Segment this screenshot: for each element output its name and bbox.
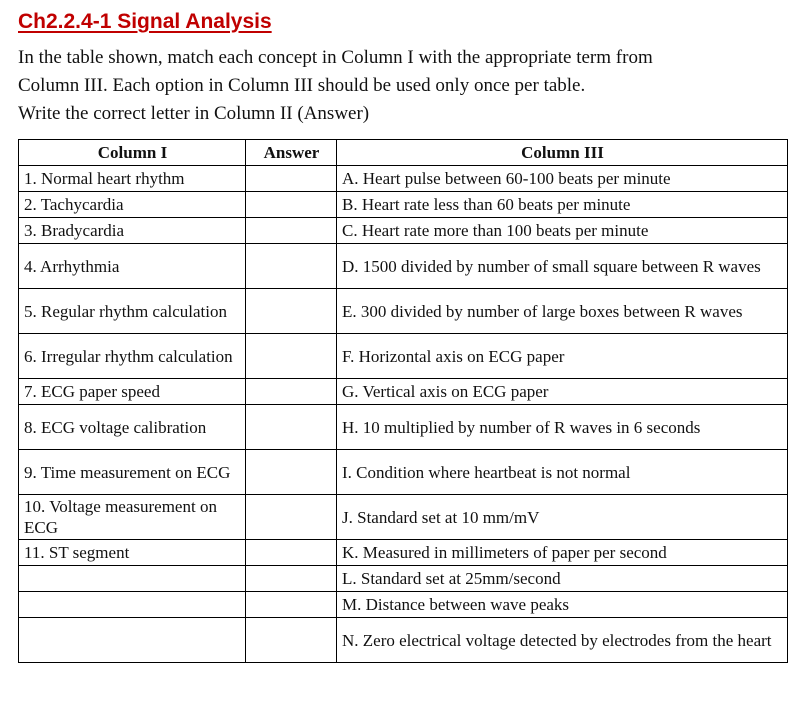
answer-cell[interactable] — [246, 289, 337, 334]
table-row — [19, 450, 788, 495]
instruction-line: Column III. Each option in Column III should be used only once per table. — [18, 75, 586, 96]
answer-cell[interactable] — [246, 379, 337, 405]
table-row — [19, 244, 788, 289]
answer-cell[interactable] — [246, 405, 337, 450]
term-cell: H. 10 multiplied by number of R waves in 6 seconds — [337, 405, 788, 450]
term-cell: K. Measured in millimeters of paper per second — [337, 540, 788, 566]
term-cell: L. Standard set at 25mm/second — [337, 566, 788, 592]
table-row — [19, 618, 788, 663]
answer-cell[interactable] — [246, 334, 337, 379]
concept-cell: 8. ECG voltage calibration — [19, 405, 246, 450]
concept-cell: 7. ECG paper speed — [19, 379, 246, 405]
table-row — [19, 566, 788, 592]
answer-cell[interactable] — [246, 618, 337, 663]
term-cell: F. Horizontal axis on ECG paper — [337, 334, 788, 379]
answer-cell[interactable] — [246, 218, 337, 244]
answer-cell[interactable] — [246, 566, 337, 592]
table-row — [19, 495, 788, 540]
table-row — [19, 592, 788, 618]
concept-cell: 5. Regular rhythm calculation — [19, 289, 246, 334]
matching-table — [18, 139, 788, 663]
term-cell: B. Heart rate less than 60 beats per minute — [337, 192, 788, 218]
table-row — [19, 218, 788, 244]
column-iii-header: Column III — [337, 140, 788, 166]
table-row — [19, 540, 788, 566]
concept-cell — [19, 592, 246, 618]
worksheet — [18, 8, 788, 663]
concept-cell: 2. Tachycardia — [19, 192, 246, 218]
concept-cell: 9. Time measurement on ECG — [19, 450, 246, 495]
answer-cell[interactable] — [246, 166, 337, 192]
answer-cell[interactable] — [246, 192, 337, 218]
term-cell: E. 300 divided by number of large boxes between R waves — [337, 289, 788, 334]
table-row — [19, 405, 788, 450]
answer-cell[interactable] — [246, 495, 337, 540]
concept-cell: 4. Arrhythmia — [19, 244, 246, 289]
table-row — [19, 334, 788, 379]
table-row — [19, 166, 788, 192]
concept-cell — [19, 618, 246, 663]
instruction-line: Write the correct letter in Column II (Answer) — [18, 103, 370, 124]
term-cell: C. Heart rate more than 100 beats per minute — [337, 218, 788, 244]
concept-cell: 1. Normal heart rhythm — [19, 166, 246, 192]
term-cell: J. Standard set at 10 mm/mV — [337, 495, 788, 540]
term-cell: A. Heart pulse between 60-100 beats per minute — [337, 166, 788, 192]
answer-cell[interactable] — [246, 540, 337, 566]
term-cell: M. Distance between wave peaks — [337, 592, 788, 618]
concept-cell: 10. Voltage measurement on ECG — [19, 495, 246, 540]
term-cell: I. Condition where heartbeat is not normal — [337, 450, 788, 495]
table-header-row — [19, 140, 788, 166]
concept-cell: 6. Irregular rhythm calculation — [19, 334, 246, 379]
term-cell: N. Zero electrical voltage detected by electrodes from the heart — [337, 618, 788, 663]
term-cell: G. Vertical axis on ECG paper — [337, 379, 788, 405]
instructions — [18, 44, 788, 128]
answer-cell[interactable] — [246, 244, 337, 289]
answer-cell[interactable] — [246, 450, 337, 495]
table-row — [19, 192, 788, 218]
table-row — [19, 379, 788, 405]
page-title: Ch2.2.4-1 Signal Analysis — [18, 10, 272, 33]
answer-header: Answer — [246, 140, 337, 166]
instruction-line: In the table shown, match each concept in Column I with the appropriate term from — [18, 47, 653, 68]
table-row — [19, 289, 788, 334]
concept-cell — [19, 566, 246, 592]
column-i-header: Column I — [19, 140, 246, 166]
answer-cell[interactable] — [246, 592, 337, 618]
concept-cell: 11. ST segment — [19, 540, 246, 566]
concept-cell: 3. Bradycardia — [19, 218, 246, 244]
term-cell: D. 1500 divided by number of small square between R waves — [337, 244, 788, 289]
